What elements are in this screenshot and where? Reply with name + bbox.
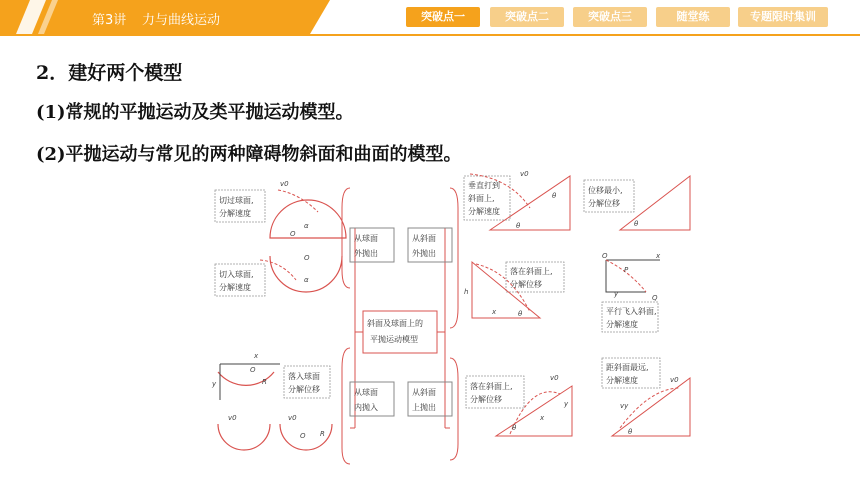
case-farthest-1: 距斜面最远, xyxy=(606,363,649,372)
tab-breakthrough-2[interactable]: 突破点二 xyxy=(490,7,564,27)
section-heading: 2．建好两个模型 xyxy=(36,62,183,84)
case-parallel-1: 平行飞入斜面, xyxy=(606,307,657,316)
connector-right xyxy=(437,228,450,428)
brace-outer-slope xyxy=(450,188,458,328)
symbol-alpha-1: α xyxy=(304,222,309,230)
symbol-v0-2: v0 xyxy=(520,170,529,178)
brace-inner-slope xyxy=(450,358,458,460)
outer-sphere-label-2: 外抛出 xyxy=(354,249,378,258)
brace-inner-sphere xyxy=(342,348,350,464)
tab-timed-training[interactable]: 专题限时集训 xyxy=(738,7,828,27)
symbol-y-3: y xyxy=(564,400,569,408)
symbol-x-2: x xyxy=(656,252,661,260)
symbol-O-5: O xyxy=(300,432,306,440)
symbol-theta-6: θ xyxy=(628,428,633,436)
case-landout-1: 落在斜面上, xyxy=(510,267,553,276)
case-tangent-2: 分解速度 xyxy=(219,209,251,218)
case-tangent-1: 切过球面, xyxy=(219,196,254,205)
header-divider xyxy=(0,34,860,36)
symbol-theta-1: θ xyxy=(552,192,557,200)
sketch-axes-1 xyxy=(606,260,660,292)
projectile-model-diagram xyxy=(200,168,679,468)
case-parallel-2: 分解速度 xyxy=(606,320,638,329)
inner-slope-label-2: 上抛出 xyxy=(412,403,436,412)
sketch-hemisphere-1 xyxy=(270,200,346,238)
symbol-y-2: y xyxy=(212,380,217,388)
symbol-x-1: x xyxy=(492,308,497,316)
case-mindisp-1: 位移最小, xyxy=(588,186,623,195)
inner-slope-label-1: 从斜面 xyxy=(412,388,436,397)
tab-breakthrough-3[interactable]: 突破点三 xyxy=(573,7,647,27)
symbol-R-2: R xyxy=(320,430,325,438)
case-perp-3: 分解速度 xyxy=(468,207,500,216)
symbol-Q: Q xyxy=(652,294,658,302)
sketch-trajectory-5 xyxy=(606,260,646,292)
center-label-line2: 平抛运动模型 xyxy=(370,335,418,344)
symbol-O-4: O xyxy=(250,366,256,374)
header-bar xyxy=(0,0,860,36)
model-item-1: (1)常规的平抛运动及类平抛运动模型。 xyxy=(36,102,354,123)
case-landin-1: 落在斜面上, xyxy=(470,382,513,391)
symbol-v0-6: v0 xyxy=(670,376,679,384)
symbol-O-1: O xyxy=(290,230,296,238)
symbol-v0-5: v0 xyxy=(550,374,559,382)
symbol-h: h xyxy=(464,288,469,296)
center-box xyxy=(363,311,437,353)
case-landsphere-2: 分解位移 xyxy=(288,385,320,394)
symbol-alpha-2: α xyxy=(304,276,309,284)
inner-sphere-label-2: 内抛入 xyxy=(354,403,378,412)
case-farthest-2: 分解速度 xyxy=(606,376,638,385)
lesson-title: 力与曲线运动 xyxy=(142,13,221,28)
symbol-v0-1: v0 xyxy=(280,180,289,188)
case-landout-2: 分解位移 xyxy=(510,280,542,289)
case-perp-2: 斜面上, xyxy=(468,194,495,203)
center-label-line1: 斜面及球面上的 xyxy=(367,319,423,328)
case-cutin-2: 分解速度 xyxy=(219,283,251,292)
outer-slope-label-2: 外抛出 xyxy=(412,249,436,258)
symbol-P: P xyxy=(624,266,629,274)
symbol-R-1: R xyxy=(262,378,267,386)
symbol-vy: vy xyxy=(620,402,629,410)
case-mindisp-2: 分解位移 xyxy=(588,199,620,208)
case-perp-1: 垂直打到 xyxy=(468,181,500,190)
symbol-O-3: O xyxy=(602,252,608,260)
case-landsphere-1: 落入球面 xyxy=(288,372,320,381)
connector-left xyxy=(350,228,363,428)
symbol-v0-3: v0 xyxy=(228,414,237,422)
symbol-O-2: O xyxy=(304,254,310,262)
symbol-v0-4: v0 xyxy=(288,414,297,422)
symbol-y-1: y xyxy=(614,290,619,298)
tab-breakthrough-1[interactable]: 突破点一 xyxy=(406,7,480,27)
case-landin-2: 分解位移 xyxy=(470,395,502,404)
sketch-bowl-3 xyxy=(218,424,270,450)
tab-classroom-practice[interactable]: 随堂练 xyxy=(656,7,730,27)
symbol-theta-4: θ xyxy=(518,310,523,318)
model-item-2: (2)平抛运动与常见的两种障碍物斜面和曲面的模型。 xyxy=(36,144,462,165)
symbol-theta-3: θ xyxy=(634,220,639,228)
outer-slope-label-1: 从斜面 xyxy=(412,234,436,243)
symbol-theta-2: θ xyxy=(516,222,521,230)
case-cutin-1: 切入球面, xyxy=(219,270,254,279)
symbol-theta-5: θ xyxy=(512,424,517,432)
inner-sphere-label-1: 从球面 xyxy=(354,388,378,397)
symbol-x-3: x xyxy=(254,352,259,360)
lesson-number: 第3讲 xyxy=(92,13,127,28)
symbol-x-4: x xyxy=(540,414,545,422)
outer-sphere-label-1: 从球面 xyxy=(354,234,378,243)
